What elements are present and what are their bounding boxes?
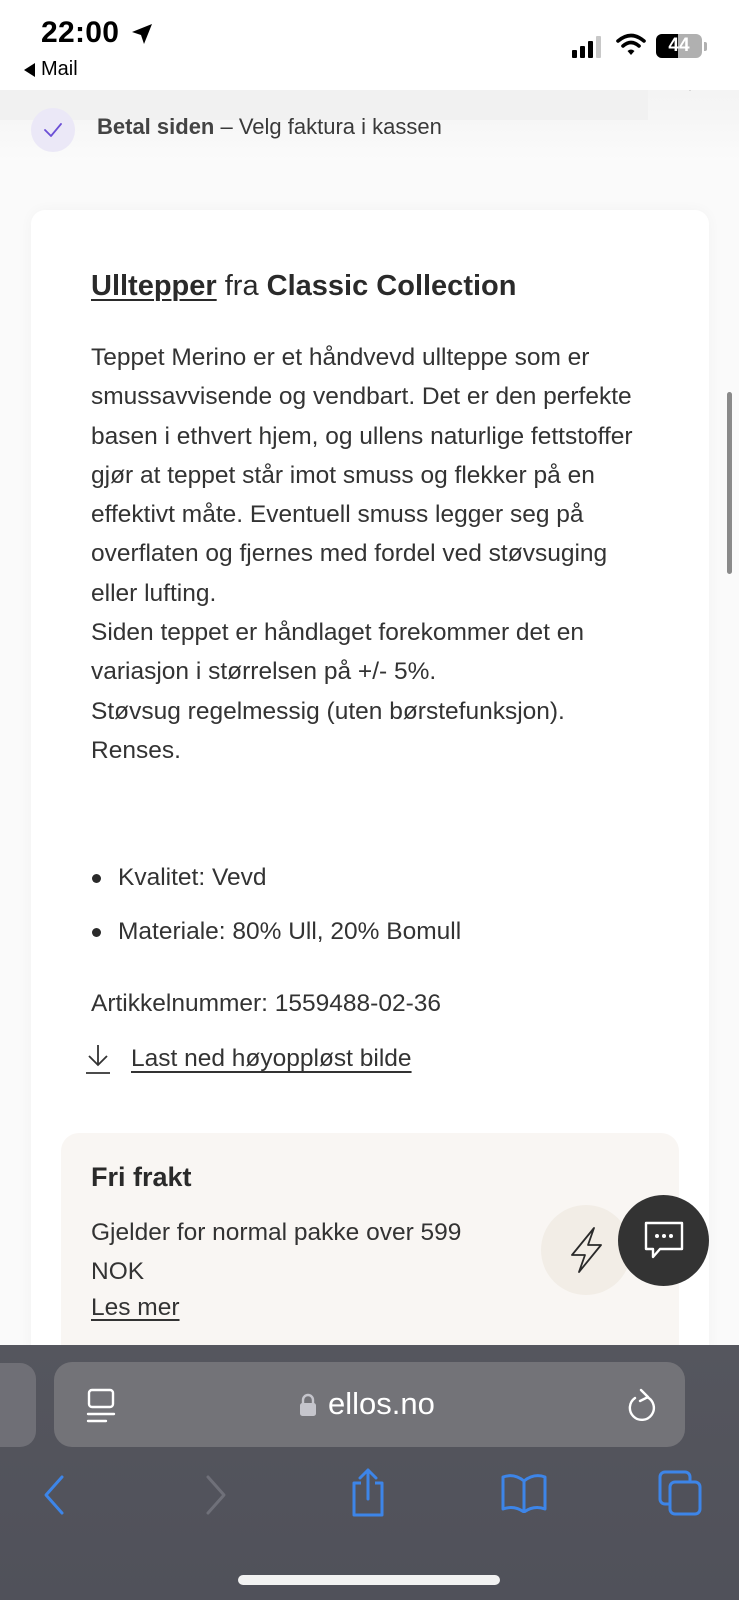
page-scrollbar[interactable] — [727, 392, 732, 574]
lightning-bolt-icon — [566, 1225, 606, 1275]
reload-icon[interactable] — [625, 1387, 659, 1425]
back-app-label: Mail — [41, 58, 78, 80]
url-text[interactable]: ellos.no — [328, 1386, 435, 1421]
step-check-badge — [31, 108, 75, 152]
home-indicator[interactable] — [238, 1575, 500, 1585]
article-number: Artikkelnummer: 1559488-02-36 — [91, 990, 441, 1017]
checkmark-icon — [43, 122, 63, 138]
tabs-icon[interactable] — [658, 1470, 702, 1516]
quick-action-button[interactable] — [541, 1205, 631, 1295]
description-paragraph: Støvsug regelmessig (uten børstefunksjon). — [91, 697, 565, 725]
forward-chevron-icon[interactable] — [200, 1473, 230, 1517]
status-bar — [0, 0, 739, 90]
battery-icon — [656, 34, 702, 58]
page-menu-icon[interactable] — [86, 1388, 116, 1424]
pay-step-text: Betal siden – Velg faktura i kassen — [97, 114, 442, 139]
brand-name: Classic Collection — [266, 270, 517, 302]
share-icon[interactable] — [348, 1468, 388, 1518]
shipping-title: Fri frakt — [91, 1162, 192, 1192]
status-time: 22:00 — [41, 16, 120, 49]
back-chevron-icon[interactable] — [40, 1473, 70, 1517]
product-attributes-list — [91, 862, 461, 970]
shipping-text: Gjelder for normal pakke over 599 NOK — [91, 1219, 462, 1286]
description-paragraph: Renses. — [91, 736, 181, 764]
product-description — [91, 338, 651, 770]
battery-level: 44 — [668, 35, 690, 56]
chat-bubble-icon — [642, 1219, 686, 1263]
attribute-quality: Kvalitet: Vevd — [91, 862, 461, 916]
product-heading: Ulltepper fra Classic Collection — [91, 270, 517, 302]
download-hires-image-link[interactable]: Last ned høyoppløst bilde — [85, 1044, 412, 1074]
wifi-icon — [616, 33, 646, 57]
download-arrow-icon — [85, 1044, 111, 1074]
cellular-signal-icon — [572, 36, 601, 58]
description-paragraph: Teppet Merino er et håndvevd ullteppe som er smussavvisende og vendbart. Det er den perfekte basen i ethvert hjem, og ullens naturlige fettstoffer gjør at teppet står imot smuss og flekker på en effektivt måte. Eventuell smuss legger seg på overflaten og fjernes med fordel ved støvsuging eller lufting. — [91, 344, 633, 607]
back-to-mail-button[interactable] — [24, 58, 78, 81]
attribute-material: Materiale: 80% Ull, 20% Bomull — [91, 916, 461, 970]
battery-tip — [704, 42, 707, 51]
previous-tab-preview[interactable] — [0, 1363, 36, 1447]
description-paragraph: Siden teppet er håndlaget forekommer det en variasjon i størrelsen på +/- 5%. — [91, 619, 585, 686]
chat-button[interactable] — [618, 1195, 709, 1286]
location-arrow-icon — [130, 22, 154, 46]
lock-icon — [299, 1393, 317, 1417]
category-link[interactable]: Ulltepper — [91, 270, 217, 302]
read-more-link[interactable]: Les mer — [91, 1294, 180, 1321]
bookmarks-icon[interactable] — [500, 1473, 548, 1513]
back-triangle-icon — [24, 63, 35, 77]
